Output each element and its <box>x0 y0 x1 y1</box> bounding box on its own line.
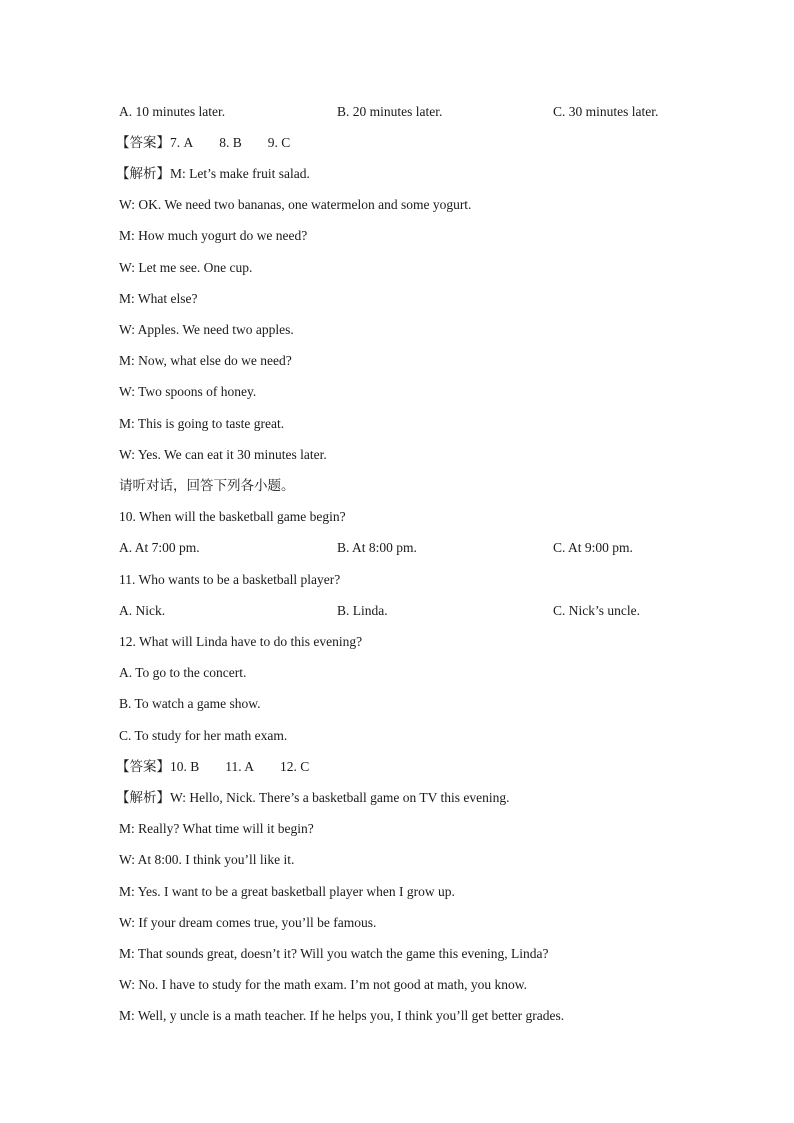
q9-option-a: A. 10 minutes later. <box>119 104 226 119</box>
question-12: 12. What will Linda have to do this evening? <box>119 634 363 649</box>
dialogue-line: M: Let’s make fruit salad. <box>170 166 310 181</box>
q9-option-b: B. 20 minutes later. <box>337 104 443 119</box>
dialogue-line: M: This is going to taste great. <box>119 416 285 431</box>
dialogue-line: W: Let me see. One cup. <box>119 260 253 275</box>
q12-option-c: C. To study for her math exam. <box>119 728 288 743</box>
question-10: 10. When will the basketball game begin? <box>119 509 346 524</box>
dialogue-line: M: Yes. I want to be a great basketball player when I grow up. <box>119 884 455 899</box>
q10-option-c: C. At 9:00 pm. <box>553 540 633 555</box>
dialogue-line: W: Two spoons of honey. <box>119 384 257 399</box>
dialogue-line: W: At 8:00. I think you’ll like it. <box>119 852 295 867</box>
dialogue-line: W: Yes. We can eat it 30 minutes later. <box>119 447 327 462</box>
dialogue-line: M: That sounds great, doesn’t it? Will you watch the game this evening, Linda? <box>119 946 549 961</box>
q10-option-a: A. At 7:00 pm. <box>119 540 200 555</box>
q12-option-a: A. To go to the concert. <box>119 665 247 680</box>
dialogue-line: W: Hello, Nick. There’s a basketball game on TV this evening. <box>170 790 510 805</box>
dialogue-line: M: How much yogurt do we need? <box>119 228 308 243</box>
dialogue-line: W: Apples. We need two apples. <box>119 322 294 337</box>
answer-item: 11. A <box>225 759 255 774</box>
dialogue-line: W: No. I have to study for the math exam. I’m not good at math, you know. <box>119 977 528 992</box>
dialogue-line: W: If your dream comes true, you’ll be famous. <box>119 915 377 930</box>
dialogue-line: M: Now, what else do we need? <box>119 353 292 368</box>
q12-option-b: B. To watch a game show. <box>119 696 261 711</box>
instruction-text: 请听对话，回答下列各小题。 <box>119 478 295 493</box>
answer-line-2 <box>116 758 309 776</box>
dialogue-line: M: What else? <box>119 291 198 306</box>
q11-option-a: A. Nick. <box>119 603 166 618</box>
analysis-line-2 <box>116 789 510 807</box>
answer-line-1 <box>116 134 290 152</box>
answer-item: 12. C <box>280 759 310 774</box>
question-11: 11. Who wants to be a basketball player? <box>119 572 341 587</box>
q9-option-c: C. 30 minutes later. <box>553 104 659 119</box>
q11-option-b: B. Linda. <box>337 603 388 618</box>
dialogue-line: M: Well, y uncle is a math teacher. If he helps you, I think you’ll get better grades. <box>119 1008 565 1023</box>
answer-item: 10. B <box>170 759 200 774</box>
answer-label: 【答案】 <box>116 135 170 150</box>
q11-option-c: C. Nick’s uncle. <box>553 603 640 618</box>
dialogue-line: M: Really? What time will it begin? <box>119 821 314 836</box>
answer-label: 【答案】 <box>116 759 170 774</box>
answer-item: 9. C <box>267 135 291 150</box>
q10-option-b: B. At 8:00 pm. <box>337 540 417 555</box>
analysis-label: 【解析】 <box>116 166 170 181</box>
analysis-line-1 <box>116 165 310 183</box>
analysis-label: 【解析】 <box>116 790 170 805</box>
answer-item: 7. A <box>170 135 194 150</box>
dialogue-line: W: OK. We need two bananas, one watermelon and some yogurt. <box>119 197 472 212</box>
answer-item: 8. B <box>219 135 242 150</box>
